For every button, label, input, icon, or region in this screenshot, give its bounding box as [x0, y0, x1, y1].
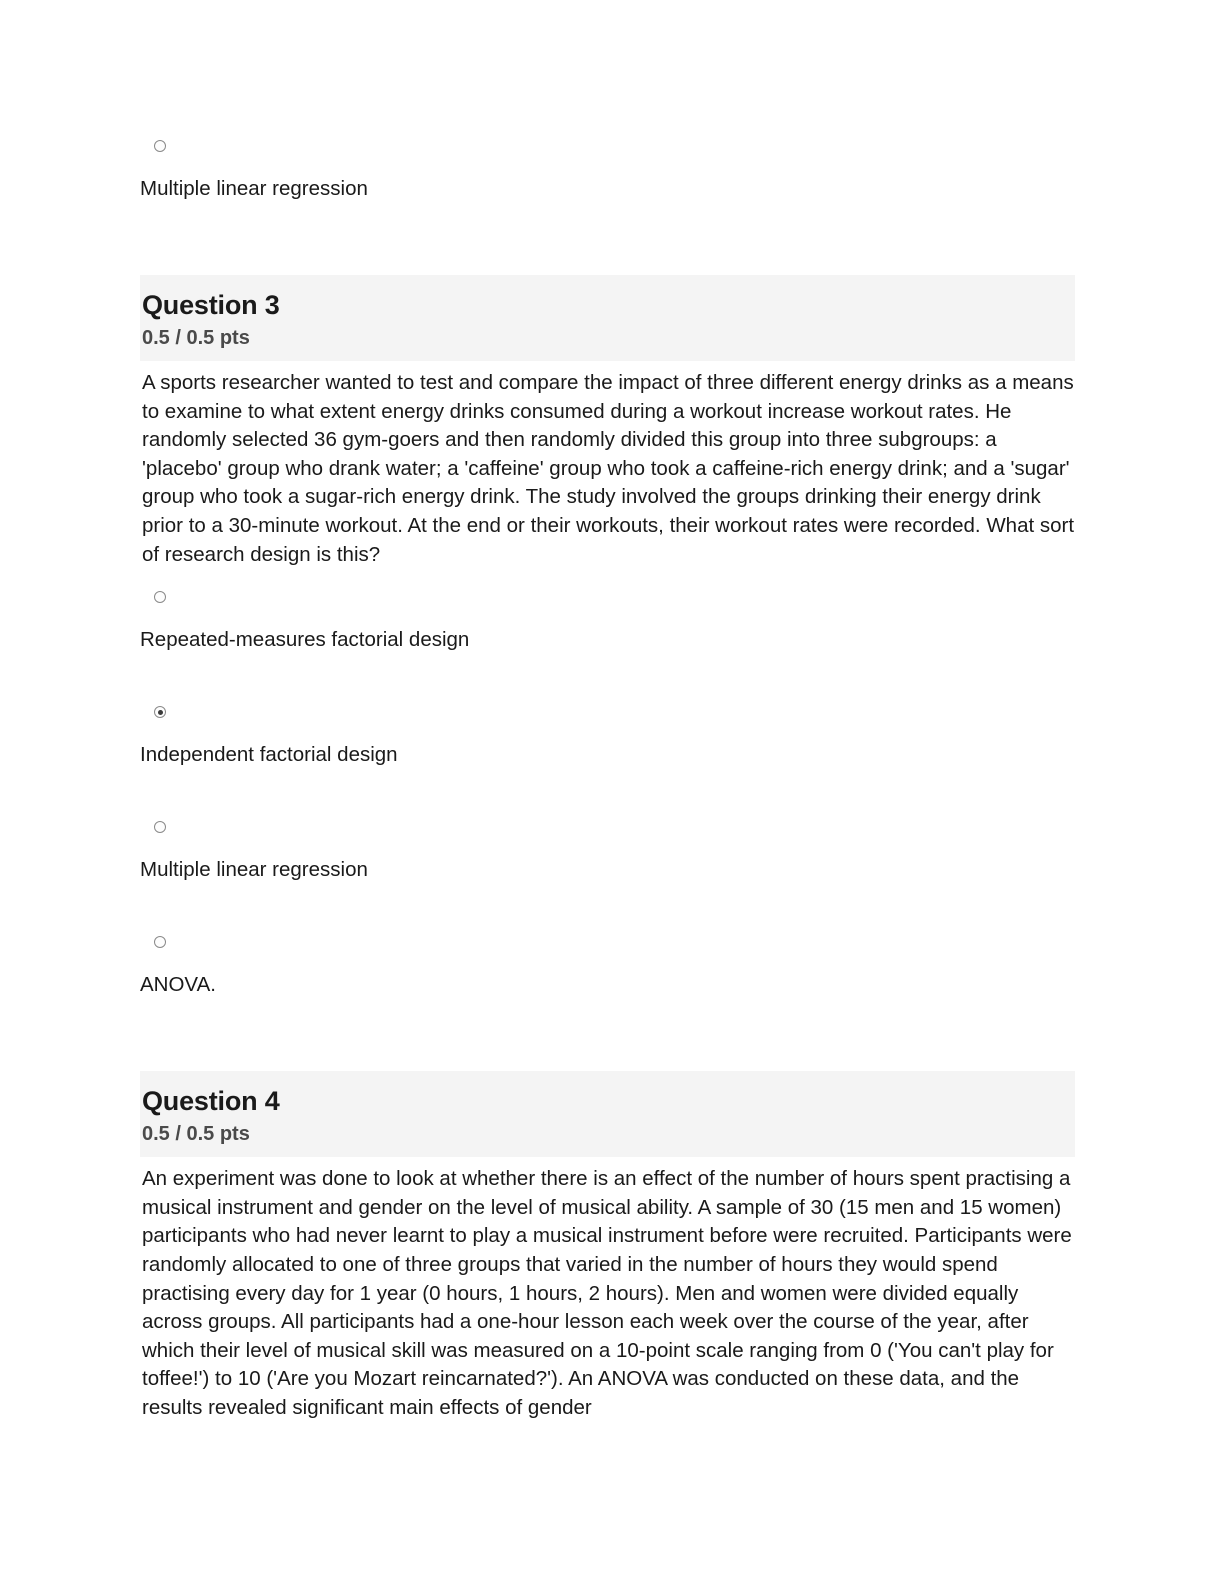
option-previous-question[interactable]	[140, 140, 1075, 203]
radio-button-icon[interactable]	[154, 821, 166, 833]
option-label: Repeated-measures factorial design	[140, 628, 470, 652]
question-header	[140, 275, 1075, 361]
answer-option[interactable]	[140, 591, 1075, 654]
radio-button-icon[interactable]	[154, 591, 166, 603]
option-label: ANOVA.	[140, 973, 216, 997]
question-points: 0.5 / 0.5 pts	[142, 327, 250, 349]
answer-option[interactable]	[140, 821, 1075, 884]
question-header	[140, 1071, 1075, 1157]
page-content	[140, 140, 1075, 1423]
option-label: Multiple linear regression	[140, 177, 368, 200]
option-label: Multiple linear regression	[140, 858, 368, 882]
section-spacer	[140, 999, 1075, 1071]
radio-button-icon[interactable]	[154, 936, 166, 948]
question-text: An experiment was done to look at whether there is an effect of the number of hours spent practising a musical instrument and gender on the level of musical ability. A sample of 30 (15 men and 15 women) participants who had never learnt to play a musical instrument before were recruited. Participants were randomly allocated to one of three groups that varied in the number of hours they would spend practising every day for 1 year (0 hours, 1 hours, 2 hours). Men and women were divided equally across groups. All participants had a one-hour lesson each week over the course of the year, after which their level of musical skill was measured on a 10-point scale ranging from 0 ('You can't play for toffee!') to 10 ('Are you Mozart reincarnated?'). An ANOVA was conducted on these data, and the results revealed significant main effects of gender	[142, 1167, 1072, 1419]
question-points: 0.5 / 0.5 pts	[142, 1123, 250, 1146]
answer-options	[140, 591, 1075, 999]
radio-button-icon[interactable]	[154, 140, 166, 152]
question-title: Question 4	[142, 1086, 280, 1117]
answer-option[interactable]	[140, 936, 1075, 999]
option-label: Independent factorial design	[140, 743, 398, 767]
question-text: A sports researcher wanted to test and compare the impact of three different energy drinks as a means to examine to what extent energy drinks consumed during a workout increase workout rates. He randomly selected 36 gym-goers and then randomly divided this group into three subgroups: a 'placebo' group who drank water; a 'caffeine' group who took a caffeine-rich energy drink; and a 'sugar' group who took a sugar-rich energy drink. The study involved the groups drinking their energy drink prior to a 30-minute workout. At the end or their workouts, their workout rates were recorded. What sort of research design is this?	[142, 371, 1075, 566]
section-spacer	[140, 203, 1075, 275]
question-title: Question 3	[142, 290, 280, 320]
radio-button-selected-icon[interactable]	[154, 706, 166, 718]
question-block-3	[140, 275, 1075, 999]
answer-option-selected[interactable]	[140, 706, 1075, 769]
question-block-4	[140, 1071, 1075, 1422]
